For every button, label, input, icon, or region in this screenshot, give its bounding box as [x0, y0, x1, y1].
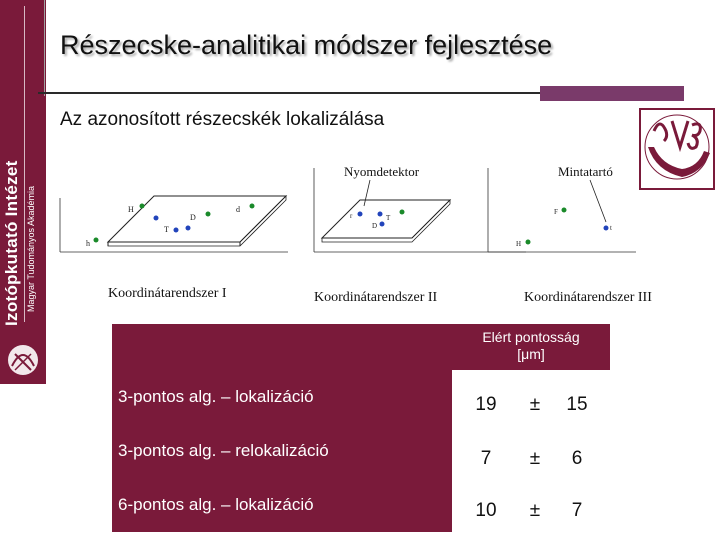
svg-text:T: T: [386, 214, 391, 222]
accuracy-table: [112, 324, 610, 532]
header-accuracy-label: Elért pontosság: [482, 329, 580, 345]
table-cell-error: 6: [571, 448, 583, 469]
svg-text:t: t: [610, 224, 612, 232]
table-cell-value: 19: [475, 394, 497, 415]
svg-text:T: T: [164, 225, 169, 234]
svg-text:h: h: [86, 239, 90, 248]
header-vertical-line: [44, 0, 45, 96]
table-cell-value: 10: [475, 500, 497, 521]
label-mintatarto: Mintatartó: [558, 164, 613, 179]
svg-text:D: D: [372, 222, 378, 230]
svg-text:r: r: [350, 212, 353, 220]
table-row-label: 3-pontos alg. – relokalizáció: [112, 424, 452, 478]
table-header-accuracy: [452, 324, 610, 370]
caption-koordinatarendszer-2: Koordinátarendszer II: [314, 290, 438, 305]
svg-text:D: D: [190, 213, 196, 222]
title-rule-accent-line: [540, 100, 684, 101]
table-row-label: 3-pontos alg. – lokalizáció: [112, 370, 452, 424]
caption-koordinatarendszer-1: Koordinátarendszer I: [108, 286, 227, 301]
institute-logo-icon: [4, 340, 42, 380]
izotop-budapest-logo-icon: [638, 107, 716, 191]
page-subtitle: Az azonosított részecskék lokalizálása: [60, 109, 385, 130]
title-rule-accent: [540, 86, 684, 100]
svg-text:H: H: [516, 240, 522, 248]
svg-text:F: F: [554, 208, 558, 216]
table-header-empty: [112, 324, 452, 370]
institute-name: Izotópkutató Intézet: [2, 160, 21, 326]
header-accuracy-unit: [μm]: [517, 346, 545, 362]
label-nyomdetektor: Nyomdetektor: [344, 164, 420, 179]
page-title: Részecske-analitikai módszer fejlesztése: [60, 30, 553, 60]
table-cell-error: 15: [566, 394, 588, 415]
academy-name: Magyar Tudományos Akadémia: [26, 185, 36, 312]
svg-text:d: d: [236, 205, 240, 214]
caption-koordinatarendszer-3: Koordinátarendszer III: [524, 290, 652, 305]
table-cell-value: 7: [480, 448, 492, 469]
table-cell-error: 7: [571, 500, 583, 521]
table-row-label: 6-pontos alg. – lokalizáció: [112, 478, 452, 532]
table-cell-pm: ±: [529, 448, 541, 469]
institute-sidebar: [0, 0, 46, 384]
table-cell-pm: ±: [529, 394, 541, 415]
table-cell-pm: ±: [529, 500, 541, 521]
sidebar-divider: [24, 6, 25, 322]
svg-text:H: H: [128, 205, 134, 214]
